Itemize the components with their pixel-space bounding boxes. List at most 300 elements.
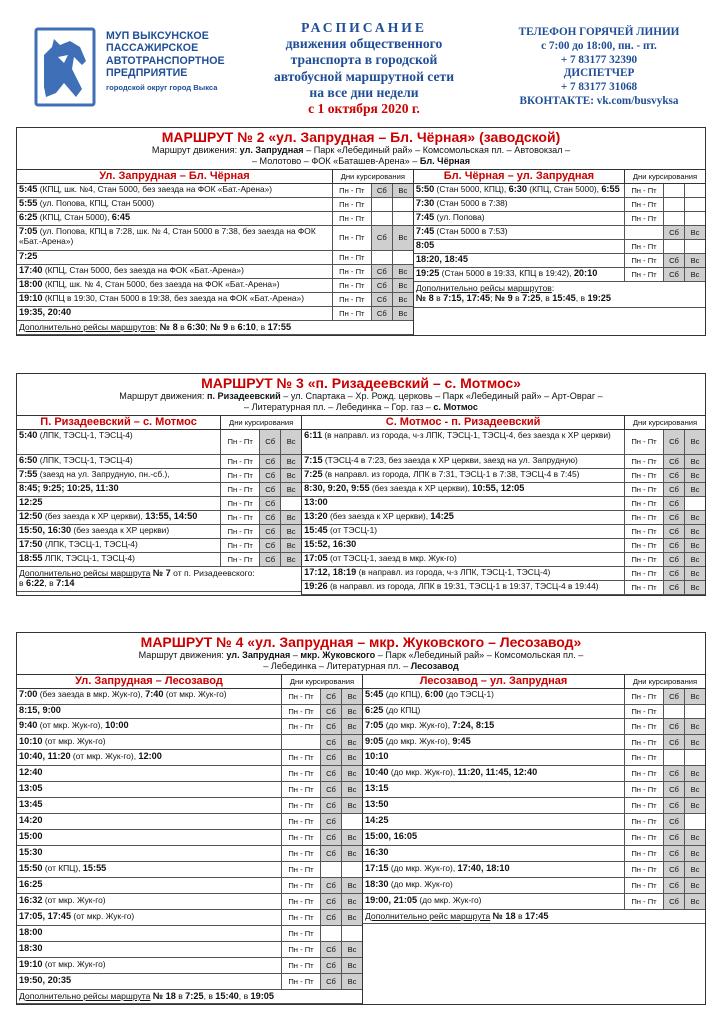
sunday-cell: Вс [341, 750, 362, 765]
direction-title: Ул. Запрудная – Бл. Чёрная [99, 169, 250, 182]
route-stop: – [290, 650, 301, 660]
trip-note: (без заезда к ХР церкви), [369, 483, 473, 494]
time-value: 16:25 [19, 878, 43, 889]
trip-note: , в [203, 991, 216, 1002]
saturday-cell: Сб [259, 483, 280, 496]
schedule-row [363, 782, 705, 798]
trip-note: (от мкр. Жук-го) [71, 910, 135, 921]
saturday-cell: Сб [663, 511, 684, 524]
time-value: 5:50 [415, 184, 435, 195]
weekday-cell: Пн - Пт [624, 430, 663, 454]
sunday-cell: Вс [280, 553, 301, 566]
trip-note: (в направл. из города, ч-з ЛПК, ТЭСЦ-1, ТЭСЦ-4) [356, 567, 551, 578]
saturday-cell: Сб [320, 814, 341, 829]
time-value: 17:40, 18:10 [457, 862, 510, 873]
route-4-table [16, 632, 706, 1005]
departure-times [17, 974, 281, 989]
trip-note: Дополнительно рейсы маршрутов [415, 282, 552, 293]
additional-trips [17, 990, 362, 1004]
schedule-row [414, 240, 705, 254]
time-value: 13:05 [19, 782, 43, 793]
saturday-cell: Сб [371, 226, 392, 250]
weekday-cell: Пн - Пт [624, 525, 663, 538]
saturday-cell: Сб [320, 974, 341, 989]
hotline-label: ТЕЛЕФОН ГОРЯЧЕЙ ЛИНИИ [518, 26, 680, 38]
route-path [17, 391, 705, 415]
sunday-cell: Вс [341, 942, 362, 957]
time-value: 7:40 [145, 689, 164, 700]
trip-note: (КПЦ, Стан 5000), [526, 184, 602, 195]
weekday-cell: Пн - Пт [624, 455, 663, 468]
time-value: № 7 [152, 567, 171, 578]
time-value: 17:45 [525, 911, 549, 922]
departure-times [414, 240, 624, 253]
saturday-cell [663, 212, 684, 225]
schedule-row [363, 894, 705, 910]
departure-times [17, 750, 281, 765]
sunday-cell: Вс [684, 798, 705, 813]
time-value: 18:00 [19, 926, 43, 937]
time-value: 6:25 [365, 705, 384, 716]
trip-note: (от мкр. Жук-го), [37, 719, 106, 730]
sunday-cell: Вс [392, 279, 413, 292]
departure-times [414, 198, 624, 211]
sunday-cell: Вс [392, 307, 413, 320]
route-stop: – ул. Спартака – Хр. Рожд. церковь – Парк «Лебединый рай» – Арт-Овраг – [280, 391, 603, 401]
schedule-row [414, 184, 705, 198]
departure-times [363, 846, 624, 861]
time-value: 5:55 [19, 198, 38, 209]
route-stop: Бл. Чёрная [419, 156, 471, 167]
schedule-row [17, 689, 362, 705]
departure-times [17, 293, 332, 306]
weekday-cell: Пн - Пт [281, 942, 320, 957]
route-path [17, 145, 705, 169]
saturday-cell: Сб [371, 265, 392, 278]
trip-note: (Стан 5000 в 7:53) [434, 226, 508, 237]
schedule-row [414, 268, 705, 282]
schedule-row [17, 878, 362, 894]
schedule-row [17, 539, 301, 553]
time-value: 6:30 [187, 321, 206, 332]
time-value: 10:00 [105, 719, 129, 730]
schedule-row [302, 483, 705, 497]
departure-times [302, 469, 624, 482]
sunday-cell: Вс [280, 525, 301, 538]
weekday-cell: Пн - Пт [281, 798, 320, 813]
time-value: 7:00 [19, 689, 38, 700]
schedule-row [17, 750, 362, 766]
sunday-cell: Вс [280, 483, 301, 496]
trip-note: (без заезда в мкр. Жук-го), [37, 689, 146, 700]
saturday-cell: Сб [371, 184, 392, 197]
time-value: 13:55, 14:50 [145, 511, 198, 522]
org-line: МУП ВЫКСУНСКОЕ [106, 30, 209, 42]
time-value: 6:30 [508, 184, 527, 195]
additional-trips [17, 567, 301, 592]
trip-note: , в [540, 293, 553, 304]
saturday-cell: Сб [320, 766, 341, 781]
saturday-cell: Сб [663, 567, 684, 580]
saturday-cell [371, 251, 392, 264]
weekday-cell: Пн - Пт [624, 212, 663, 225]
schedule-row [363, 878, 705, 894]
route-stop: – Молотово – ФОК «Баташев-Арена» – [251, 156, 420, 167]
direction-header [414, 170, 705, 184]
time-value: 17:12, 18:19 [304, 567, 357, 578]
direction-column [17, 170, 413, 335]
trip-note: (от мкр. Жук-го) [42, 735, 106, 746]
sunday-cell: Вс [684, 862, 705, 877]
saturday-cell: Сб [663, 268, 684, 281]
sunday-cell [392, 198, 413, 211]
time-value: 20:10 [573, 268, 598, 279]
departure-times [302, 567, 624, 580]
trip-note: (до мкр. Жук-го), [383, 735, 453, 746]
trip-note: (Стан 5000 в 19:33, КПЦ в 19:42), [439, 268, 574, 279]
route-path-label: Маршрут движения: [119, 391, 205, 401]
departure-times [414, 268, 624, 281]
route-stop: ул. Запрудная [239, 145, 304, 155]
weekday-cell: Пн - Пт [624, 782, 663, 797]
sunday-cell: Вс [684, 567, 705, 580]
time-value: 9:40 [19, 719, 38, 730]
direction-title: Лесозавод – ул. Запрудная [419, 674, 568, 687]
weekday-cell: Пн - Пт [281, 830, 320, 845]
time-value: 19:35, 20:40 [19, 307, 72, 318]
direction-title: П. Ризадеевский – с. Мотмос [40, 415, 197, 428]
schedule-row [363, 750, 705, 766]
direction-column [413, 170, 705, 335]
weekday-cell: Пн - Пт [624, 483, 663, 496]
time-value: № 18 [152, 991, 176, 1002]
sunday-cell [684, 198, 705, 211]
schedule-row [302, 567, 705, 581]
sunday-cell: Вс [684, 689, 705, 704]
weekday-cell: Пн - Пт [624, 814, 663, 829]
weekday-cell: Пн - Пт [332, 307, 371, 320]
time-value: 16:30 [365, 846, 389, 857]
sunday-cell: Вс [341, 958, 362, 973]
time-value: 7:14 [56, 578, 75, 589]
weekday-cell [281, 735, 320, 749]
departure-times [17, 942, 281, 957]
dispatcher-label: ДИСПЕТЧЕР [563, 67, 635, 80]
time-value: 7:25 [185, 991, 204, 1002]
sunday-cell: Вс [684, 511, 705, 524]
route-header [17, 374, 705, 416]
saturday-cell: Сб [663, 254, 684, 267]
departure-times [17, 455, 220, 468]
org-line: ПРЕДПРИЯТИЕ [106, 67, 188, 80]
weekday-cell: Пн - Пт [624, 240, 663, 253]
time-value: 18:55 [19, 553, 43, 564]
saturday-cell: Сб [663, 553, 684, 566]
weekday-cell: Пн - Пт [281, 958, 320, 973]
time-value: 17:40 [19, 265, 43, 276]
departure-times [414, 212, 624, 225]
trip-note: (КПЦ, шк. № 4, Стан 5000, без заезда на ФОК «Бат.-Арена») [42, 279, 280, 290]
time-value: 7:25 [19, 251, 38, 262]
trip-note: (ТЭСЦ-4 в 7:23, без заезда к ХР церкви, заезд на ул. Запрудную) [322, 455, 578, 466]
weekday-cell: Пн - Пт [624, 198, 663, 211]
sunday-cell: Вс [341, 846, 362, 861]
schedule-row [363, 719, 705, 735]
time-value: 7:25 [522, 293, 541, 304]
weekday-cell: Пн - Пт [281, 878, 320, 893]
schedule-row [302, 469, 705, 483]
saturday-cell: Сб [663, 735, 684, 749]
saturday-cell: Сб [663, 782, 684, 797]
time-value: 7:05 [19, 226, 38, 237]
schedule-row [302, 539, 705, 553]
weekday-cell: Пн - Пт [624, 750, 663, 765]
trip-note: (ЛПК, ТЭСЦ-1, ТЭСЦ-4) [37, 455, 133, 466]
route-columns [17, 675, 705, 1004]
time-value: 7:55 [19, 469, 38, 480]
time-value: 8:45; 9:25; 10:25, 11:30 [19, 483, 119, 494]
departure-times [17, 539, 220, 552]
schedule-row [17, 469, 301, 483]
sunday-cell: Вс [280, 469, 301, 482]
schedule-row [302, 430, 705, 455]
additional-trips [17, 321, 413, 335]
departure-times [17, 553, 220, 566]
time-value: 9:05 [365, 735, 384, 746]
trip-note: (в направл. из города, ЛПК в 19:31, ТЭСЦ-1 в 19:37, ТЭСЦ-4 в 19:44) [327, 581, 599, 592]
time-value: № 8 [159, 321, 178, 332]
saturday-cell: Сб [663, 469, 684, 482]
saturday-cell: Сб [320, 878, 341, 893]
saturday-cell [663, 184, 684, 197]
departure-times [363, 782, 624, 797]
route-stop: – Лебединка – Литературная пл. – [263, 661, 411, 672]
saturday-cell: Сб [320, 942, 341, 957]
direction-header [17, 416, 301, 430]
saturday-cell: Сб [663, 539, 684, 552]
sunday-cell: Вс [684, 226, 705, 239]
route-columns [17, 170, 705, 335]
departure-times [302, 511, 624, 524]
saturday-cell: Сб [259, 553, 280, 566]
sunday-cell: Вс [684, 254, 705, 267]
schedule-row [17, 293, 413, 307]
departure-times [17, 689, 281, 704]
weekday-cell: Пн - Пт [624, 894, 663, 909]
saturday-cell [320, 926, 341, 941]
trip-note: в [512, 293, 523, 304]
sunday-cell [684, 814, 705, 829]
saturday-cell: Сб [663, 878, 684, 893]
time-value: 19:25 [587, 293, 611, 304]
time-value: 18:30 [19, 942, 43, 953]
sunday-cell: Вс [341, 910, 362, 925]
departure-times [17, 307, 332, 320]
schedule-row [17, 894, 362, 910]
schedule-row [302, 553, 705, 567]
schedule-row [17, 455, 301, 469]
time-value: 15:00, 16:05 [365, 830, 418, 841]
route-stop: п. Ризадеевский [207, 391, 281, 401]
saturday-cell: Сб [663, 830, 684, 845]
sunday-cell [684, 212, 705, 225]
schedule-row [17, 735, 362, 750]
sunday-cell: Вс [341, 735, 362, 749]
weekday-cell: Пн - Пт [624, 846, 663, 861]
time-value: 7:30 [415, 198, 435, 209]
trip-note: (до мкр. Жук-го), [388, 862, 458, 873]
saturday-cell: Сб [663, 719, 684, 734]
schedule-row [363, 798, 705, 814]
time-value: 7:24, 8:15 [452, 719, 495, 730]
departure-times [363, 814, 624, 829]
departure-times [363, 894, 624, 909]
sunday-cell [341, 926, 362, 941]
time-value: 6:22 [25, 578, 45, 589]
sunday-cell [341, 814, 362, 829]
weekday-cell: Пн - Пт [281, 814, 320, 829]
time-value: 6:10 [237, 321, 256, 332]
schedule-row [302, 581, 705, 595]
time-value: 17:05 [304, 553, 328, 564]
time-value: № 9 [494, 293, 513, 304]
time-value: 10:40, 11:20 [19, 750, 71, 761]
departure-times [17, 719, 281, 734]
schedule-row [17, 511, 301, 525]
weekday-cell: Пн - Пт [624, 798, 663, 813]
time-value: 17:50 [19, 539, 43, 550]
time-value: 5:45 [365, 689, 384, 700]
time-value: 10:10 [19, 735, 43, 746]
weekday-cell: Пн - Пт [624, 719, 663, 734]
schedule-title [246, 20, 482, 117]
departure-times [17, 525, 220, 538]
saturday-cell: Сб [663, 497, 684, 510]
weekday-cell: Пн - Пт [624, 469, 663, 482]
saturday-cell: Сб [663, 894, 684, 909]
title-line: движения общественного [285, 36, 443, 52]
days-header: Дни курсирования [332, 170, 413, 183]
saturday-cell [663, 198, 684, 211]
schedule-row [414, 254, 705, 268]
time-value: 13:20 [304, 511, 328, 522]
weekday-cell: Пн - Пт [281, 974, 320, 989]
departure-times [17, 862, 281, 877]
trip-note: , в [44, 578, 57, 589]
trip-note: (ул. Попова) [434, 212, 485, 223]
weekday-cell: Пн - Пт [624, 766, 663, 781]
weekday-cell: Пн - Пт [220, 553, 259, 566]
vk-link[interactable]: ВКОНТАКТЕ: vk.com/busvyksa [519, 94, 679, 107]
schedule-row [17, 497, 301, 511]
route-stop: ул. Запрудная [226, 650, 291, 660]
time-value: 15:45 [552, 293, 576, 304]
time-value: 6:50 [19, 455, 38, 466]
trip-note: (до КПЦ) [383, 705, 421, 716]
trip-note: (от мкр. Жук-го) [42, 958, 106, 969]
trip-note: (КПЦ, Стан 5000, без заезда на ФОК «Бат.-Арена») [42, 265, 244, 276]
time-value: 7:25 [304, 469, 323, 480]
time-value: № 18 [492, 911, 516, 922]
saturday-cell: Сб [320, 689, 341, 704]
departure-times [17, 184, 332, 197]
weekday-cell: Пн - Пт [220, 469, 259, 482]
weekday-cell: Пн - Пт [332, 226, 371, 250]
departure-times [17, 212, 332, 225]
saturday-cell: Сб [259, 469, 280, 482]
days-header: Дни курсирования [624, 416, 705, 429]
trip-note: (до ТЭСЦ-1) [443, 689, 494, 700]
departure-times [17, 265, 332, 278]
sunday-cell: Вс [684, 782, 705, 797]
route-stop: – Парк «Лебединый рай» – Комсомольская пл. – [375, 650, 584, 660]
sunday-cell: Вс [341, 830, 362, 845]
sunday-cell [684, 750, 705, 765]
schedule-row [363, 766, 705, 782]
org-line: АВТОТРАНСПОРТНОЕ [106, 54, 225, 67]
time-value: 5:45 [19, 184, 38, 195]
saturday-cell [371, 198, 392, 211]
title-line: транспорта в городской [290, 52, 438, 68]
weekday-cell: Пн - Пт [281, 782, 320, 797]
trip-note: (ул. Попова, КПЦ, Стан 5000) [37, 198, 155, 209]
route-columns [17, 416, 705, 595]
departure-times [363, 830, 624, 845]
days-header: Дни курсирования [624, 170, 705, 183]
departure-times [302, 525, 624, 538]
days-header: Дни курсирования [220, 416, 301, 429]
schedule-row [17, 265, 413, 279]
schedule-row [414, 212, 705, 226]
trip-note: Дополнительно рейсы маршрута [19, 567, 151, 578]
route-title: МАРШРУТ № 4 «ул. Запрудная – мкр. Жуковского – Лесозавод» [140, 634, 582, 650]
time-value: 19:26 [304, 581, 328, 592]
trip-note: в [175, 991, 186, 1002]
time-value: № 8 [415, 293, 434, 304]
departure-times [17, 958, 281, 973]
schedule-row [363, 814, 705, 830]
time-value: № 9 [210, 321, 229, 332]
trip-note: (до мкр. Жук-го) [388, 878, 453, 889]
days-header: Дни курсирования [281, 675, 362, 688]
route-header [17, 633, 705, 675]
schedule-row [363, 830, 705, 846]
time-value: 15:50 [19, 862, 43, 873]
schedule-row [17, 974, 362, 990]
trip-note: Дополнительно рейсы маршрута [19, 991, 151, 1002]
route-path-label: Маршрут движения: [138, 650, 224, 660]
saturday-cell: Сб [259, 539, 280, 552]
departure-times [363, 735, 624, 749]
weekday-cell: Пн - Пт [281, 926, 320, 941]
weekday-cell: Пн - Пт [281, 846, 320, 861]
direction-header [17, 675, 362, 689]
saturday-cell: Сб [371, 279, 392, 292]
trip-note: ЛПК, ТЭСЦ-1, ТЭСЦ-4) [42, 553, 135, 564]
sunday-cell: Вс [684, 719, 705, 734]
time-value: 12:25 [19, 497, 43, 508]
sunday-cell: Вс [684, 483, 705, 496]
schedule-row [17, 226, 413, 251]
departure-times [17, 910, 281, 925]
saturday-cell: Сб [320, 846, 341, 861]
route-2-table [16, 127, 706, 336]
schedule-row [363, 689, 705, 705]
weekday-cell: Пн - Пт [281, 910, 320, 925]
trip-note: (КПЦ, шк. №4, Стан 5000, без заезда на ФОК «Бат.-Арена») [37, 184, 273, 195]
direction-header [17, 170, 413, 184]
schedule-row [414, 198, 705, 212]
